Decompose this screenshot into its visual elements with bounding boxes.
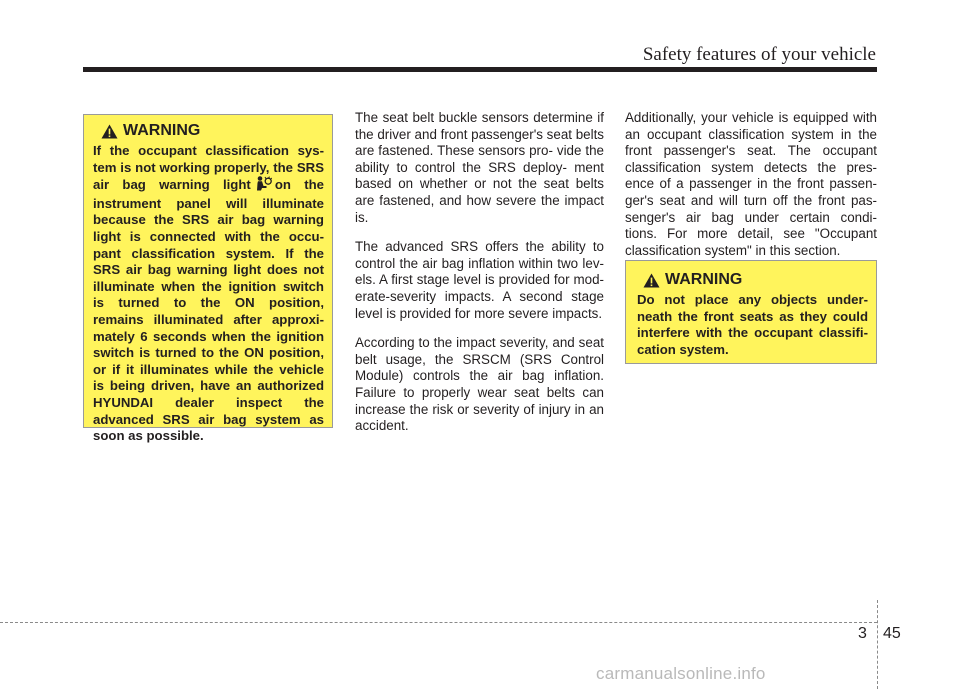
warning-title: WARNING: [123, 122, 201, 139]
warning-text: Do not place any objects under- neath the front seats as they could interfere with the occupant classifi- cation system.: [637, 292, 868, 357]
paragraph-seat-belt-sensors: The seat belt buckle sensors determine if the driver and front passenger's seat belts are fastened. These sensors pro- vide the ability to control the SRS deploy- ment based on whether or not the seat belts are fastened, and how severe the impact is.: [355, 110, 604, 225]
paragraph-occupant-classification: Additionally, your vehicle is equipped with an occupant classification system in the front passenger's seat. The occupant classification system detects the pres- ence of a passenger in the front passen- ger's seat and will turn off the front pas- senger's air bag under certain condi- tions. For more detail, see "Occupant classification system" in this section.: [625, 110, 877, 258]
header-rule: [83, 67, 877, 72]
warning-triangle-icon: [643, 273, 660, 288]
warning-header: [643, 271, 868, 289]
chapter-number: 3: [858, 625, 867, 642]
warning-triangle-icon: [101, 124, 118, 139]
page-header-title: Safety features of your vehicle: [642, 44, 876, 65]
warning-text-part-2: on the instrument panel will illuminate because the SRS air bag warning light is connected with the occu- pant classification system. If the SRS air bag warning light does not illuminate when the ignition switch is turned to the ON position, remains illuminated after approxi- mately 6 seconds when the ignition switch is turned to the ON position, or if it illuminates while the vehicle is being driven, have an authorized HYUNDAI dealer inspect the advanced SRS air bag system as soon as possible.: [93, 177, 325, 444]
warning-text: [93, 143, 324, 445]
warning-text-part-1: If the occupant classification sys- tem is not working properly, the SRS air bag warning light: [93, 143, 324, 193]
page-number: 45: [883, 625, 901, 642]
warning-box-right: [625, 260, 877, 364]
right-column: [625, 110, 877, 272]
warning-box-left: [83, 114, 333, 444]
warning-title: WARNING: [665, 271, 743, 288]
footer-dashed-rule: [0, 622, 877, 623]
paragraph-advanced-srs: The advanced SRS offers the ability to control the air bag inflation within two lev- els. A first stage level is provided for mod- erate-severity impacts. A second stage level is provided for more severe impacts.: [355, 239, 604, 321]
warning-header: [101, 122, 324, 140]
srs-airbag-warning-icon: [254, 176, 272, 196]
middle-column: [355, 110, 604, 448]
footer-dashed-divider: [877, 600, 878, 689]
watermark: carmanualsonline.info: [596, 664, 766, 683]
paragraph-impact-severity: According to the impact severity, and seat belt usage, the SRSCM (SRS Control Module) controls the air bag inflation. Failure to properly wear seat belts can increase the risk or severity of injury in an accident.: [355, 335, 604, 434]
